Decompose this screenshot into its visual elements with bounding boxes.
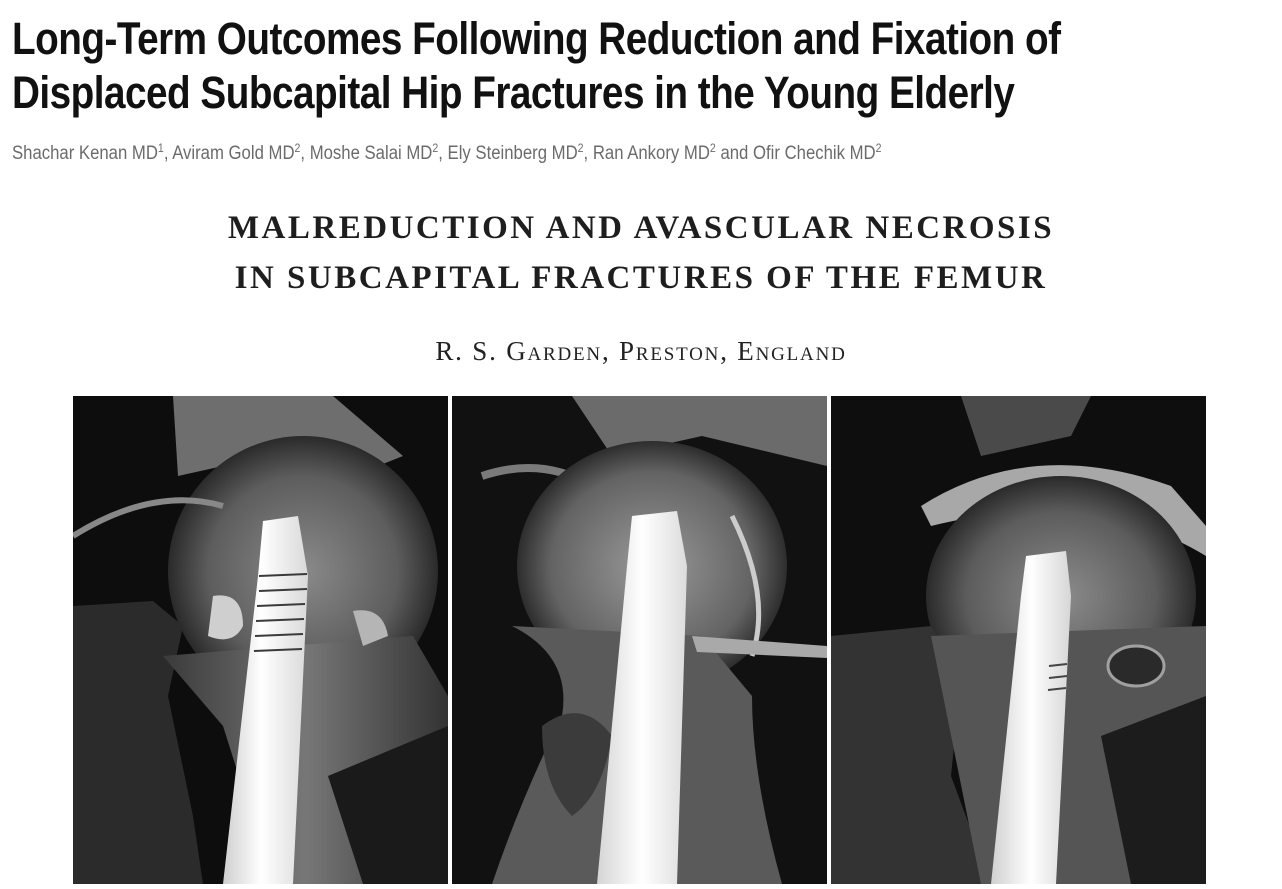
- radiograph-left: [73, 396, 448, 884]
- author: Moshe Salai $MD^2$,: [309, 141, 448, 164]
- author: Shachar Kenan $MD^1$,: [12, 141, 173, 164]
- scanned-paper-byline: R. S. Garden, Preston, England: [435, 336, 847, 366]
- author: Aviram Gold $MD^2$,: [172, 141, 310, 164]
- scanned-heading-line-2: IN SUBCAPITAL FRACTURES OF THE FEMUR: [234, 260, 1048, 296]
- author: Ran Ankory $MD^2$ and: [592, 141, 753, 164]
- radiograph-strip: [73, 396, 1206, 884]
- author-list: [12, 143, 882, 165]
- radiograph-middle: [452, 396, 827, 884]
- author: Ofir Chechik $MD^2$: [752, 141, 882, 164]
- scanned-heading-line-1: MALREDUCTION AND AVASCULAR NECROSIS: [227, 210, 1055, 246]
- scanned-paper-heading: [0, 203, 1282, 303]
- article-title: [12, 12, 1097, 120]
- author: Ely Steinberg $MD^2$,: [447, 141, 593, 164]
- radiograph-right: [831, 396, 1206, 884]
- article-title-line-1: Long-Term Outcomes Following Reduction and Fixation of: [12, 13, 1061, 64]
- article-title-line-2: Displaced Subcapital Hip Fractures in the Young Elderly: [12, 67, 1015, 118]
